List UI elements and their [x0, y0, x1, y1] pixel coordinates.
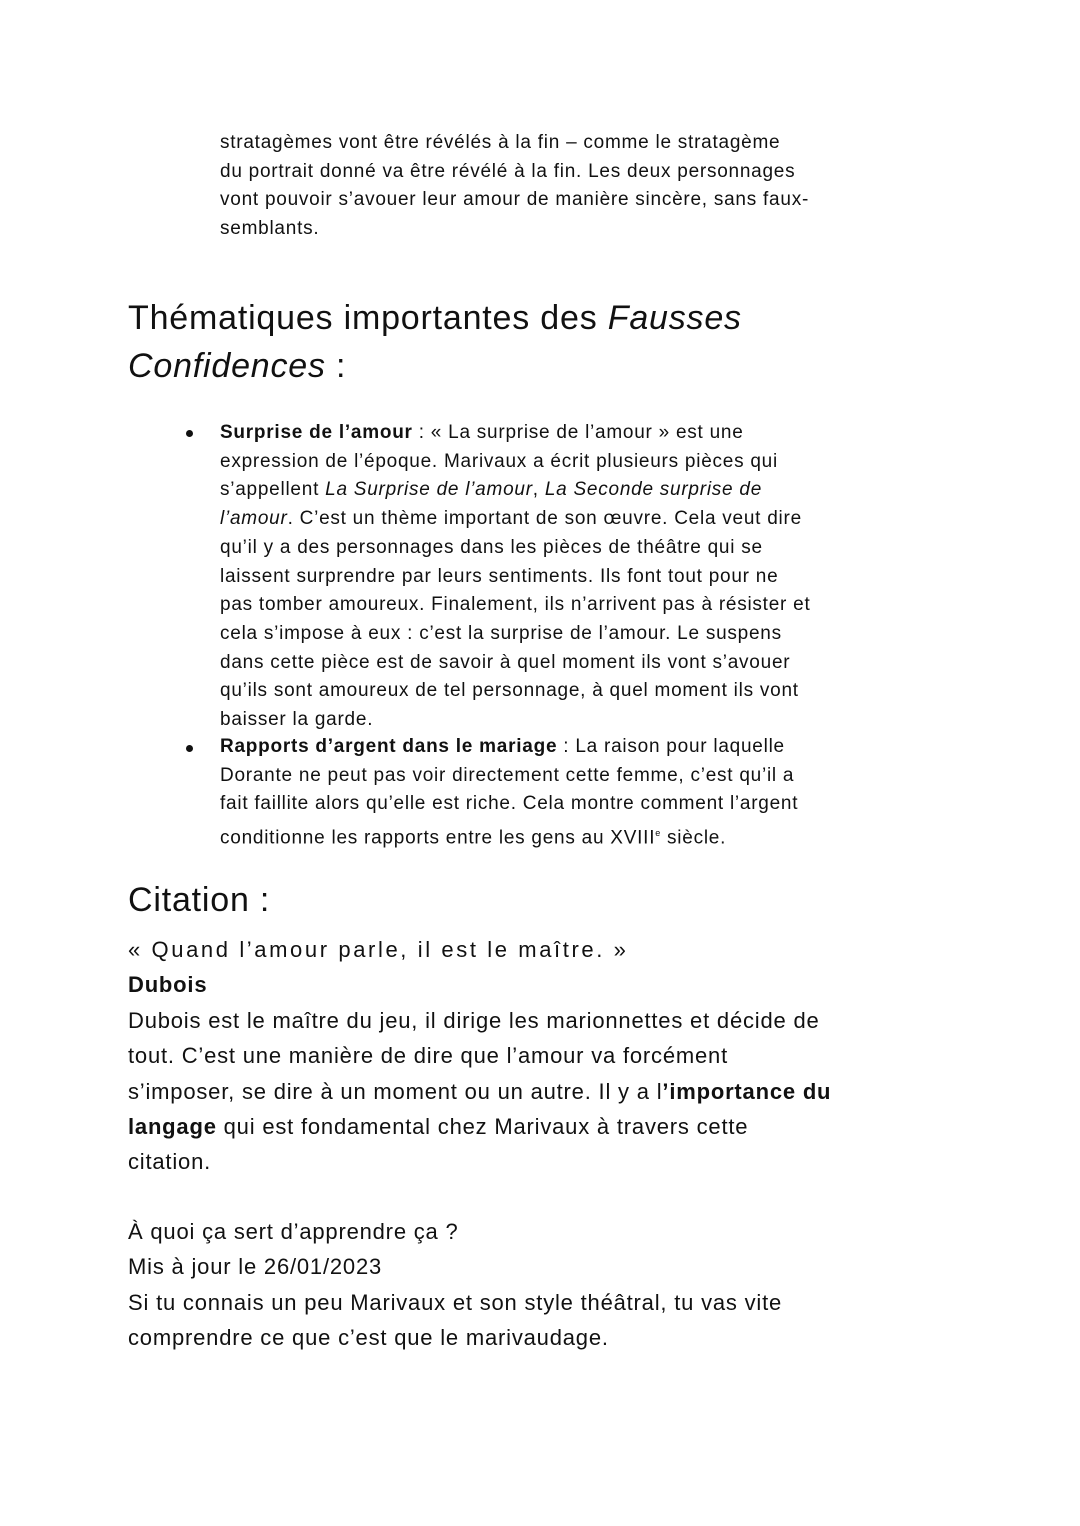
- text-segment: dans cette pièce est de savoir à quel moment ils vont s’avouer: [220, 651, 791, 673]
- text-segment: expression de l’époque. Marivaux a écrit plusieurs pièces qui: [220, 450, 778, 472]
- text-segment: tout. C’est une manière de dire que l’amour va forcément: [128, 1043, 728, 1069]
- text-segment: pas tomber amoureux. Finalement, ils n’arrivent pas à résister et: [220, 594, 811, 616]
- footer-section: [128, 1214, 782, 1355]
- text-line: [128, 967, 207, 1002]
- italic-text: La Surprise de l’amour: [325, 479, 533, 501]
- text-segment: : La raison pour laquelle: [557, 736, 785, 757]
- text-segment: qu’ils sont amoureux de tel personnage, à quel moment ils vont: [220, 680, 799, 702]
- intro-paragraph: [220, 129, 809, 244]
- text-line: [220, 563, 810, 592]
- text-segment: À quoi ça sert d’apprendre ça ?: [128, 1219, 459, 1244]
- text-segment: s’appellent: [220, 479, 326, 501]
- text-segment: . C’est un thème important de son œuvre. Cela veut dire: [287, 508, 802, 530]
- text-segment: stratagèmes vont être révélés à la fin – comme le stratagème: [220, 132, 781, 153]
- text-line: [128, 342, 742, 390]
- text-line: [220, 534, 810, 563]
- bold-text: Rapports d’argent dans le mariage: [220, 736, 558, 757]
- text-line: [220, 419, 810, 448]
- text-line: [220, 620, 810, 649]
- text-line: [128, 1144, 831, 1179]
- text-segment: vont pouvoir s’avouer leur amour de manière sincère, sans faux-: [220, 189, 810, 211]
- text-line: [220, 158, 809, 187]
- text-segment: du portrait donné va être révélé à la fin. Les deux personnages: [220, 160, 796, 182]
- bullet-icon: [186, 430, 193, 437]
- text-segment: semblants.: [220, 218, 320, 240]
- text-segment: Thématiques importantes des: [128, 299, 608, 337]
- text-segment: comprendre ce que c’est que le marivaudage.: [128, 1324, 609, 1350]
- section-heading-citation: [128, 876, 270, 924]
- text-segment: siècle.: [661, 827, 727, 849]
- text-segment: qui est fondamental chez Marivaux à travers cette: [216, 1113, 749, 1139]
- text-segment: baisser la garde.: [220, 709, 374, 731]
- text-segment: conditionne les rapports entre les gens au XVIII: [220, 827, 656, 849]
- section-heading-themes: [128, 294, 742, 390]
- text-line: [128, 876, 270, 924]
- text-line: [220, 505, 810, 534]
- text-line: [128, 1109, 831, 1144]
- text-line: [220, 591, 810, 620]
- text-line: [220, 649, 810, 678]
- text-line: [220, 215, 809, 244]
- bullet-icon: [186, 745, 193, 752]
- text-line: [220, 186, 809, 215]
- text-segment: « Quand l’amour parle, il est le maître. »: [128, 937, 629, 962]
- text-segment: Citation :: [128, 881, 271, 919]
- text-segment: Mis à jour le 26/01/2023: [128, 1254, 383, 1280]
- text-line: [128, 932, 629, 967]
- text-line: [220, 129, 809, 158]
- text-segment: cela s’impose à eux : c’est la surprise de l’amour. Le suspens: [220, 622, 782, 644]
- italic-text: Confidences: [128, 347, 326, 385]
- text-segment: s’imposer, se dire à un moment ou un autre. Il y a l: [128, 1078, 663, 1104]
- text-segment: Si tu connais un peu Marivaux et son style théâtral, tu vas vite: [128, 1289, 783, 1315]
- text-line: [128, 1249, 782, 1284]
- text-line: [128, 1214, 782, 1249]
- italic-text: Fausses: [607, 299, 742, 337]
- superscript-text: e: [655, 828, 662, 839]
- italic-text: La Seconde surprise de: [544, 479, 763, 501]
- text-line: [128, 1074, 831, 1109]
- text-line: [128, 1003, 831, 1038]
- text-line: [128, 1320, 782, 1355]
- text-line: [220, 677, 810, 706]
- text-line: [220, 790, 798, 819]
- text-segment: :: [325, 347, 347, 385]
- bullet-item-surprise-amour: [220, 419, 810, 735]
- text-line: [128, 1285, 782, 1320]
- bold-text: Dubois: [128, 972, 208, 997]
- text-line: [128, 294, 742, 342]
- bold-text: langage: [128, 1113, 217, 1139]
- text-line: [220, 762, 798, 791]
- citation-explanation: [128, 1003, 831, 1179]
- text-segment: qu’il y a des personnages dans les pièces de théâtre qui se: [220, 536, 763, 558]
- text-segment: Dorante ne peut pas voir directement cette femme, c’est qu’il a: [220, 764, 795, 786]
- text-segment: Dubois est le maître du jeu, il dirige les marionnettes et décide de: [128, 1008, 820, 1033]
- text-line: [220, 819, 798, 853]
- text-line: [220, 733, 798, 762]
- text-segment: : « La surprise de l’amour » est une: [412, 422, 744, 443]
- text-line: [128, 1038, 831, 1073]
- quote-author: [128, 967, 207, 1002]
- text-line: [220, 448, 810, 477]
- italic-text: l’amour: [220, 508, 288, 530]
- bold-text: Surprise de l’amour: [220, 422, 413, 443]
- text-segment: laissent surprendre par leurs sentiments. Ils font tout pour ne: [220, 565, 779, 587]
- text-segment: fait faillite alors qu’elle est riche. Cela montre comment l’argent: [220, 793, 799, 815]
- text-line: [220, 476, 810, 505]
- bold-text: ’importance du: [662, 1078, 832, 1104]
- bullet-item-rapports-argent: [220, 733, 798, 853]
- text-segment: ,: [532, 479, 545, 501]
- text-line: [220, 706, 810, 735]
- text-segment: citation.: [128, 1149, 212, 1175]
- quote-text: [128, 932, 629, 967]
